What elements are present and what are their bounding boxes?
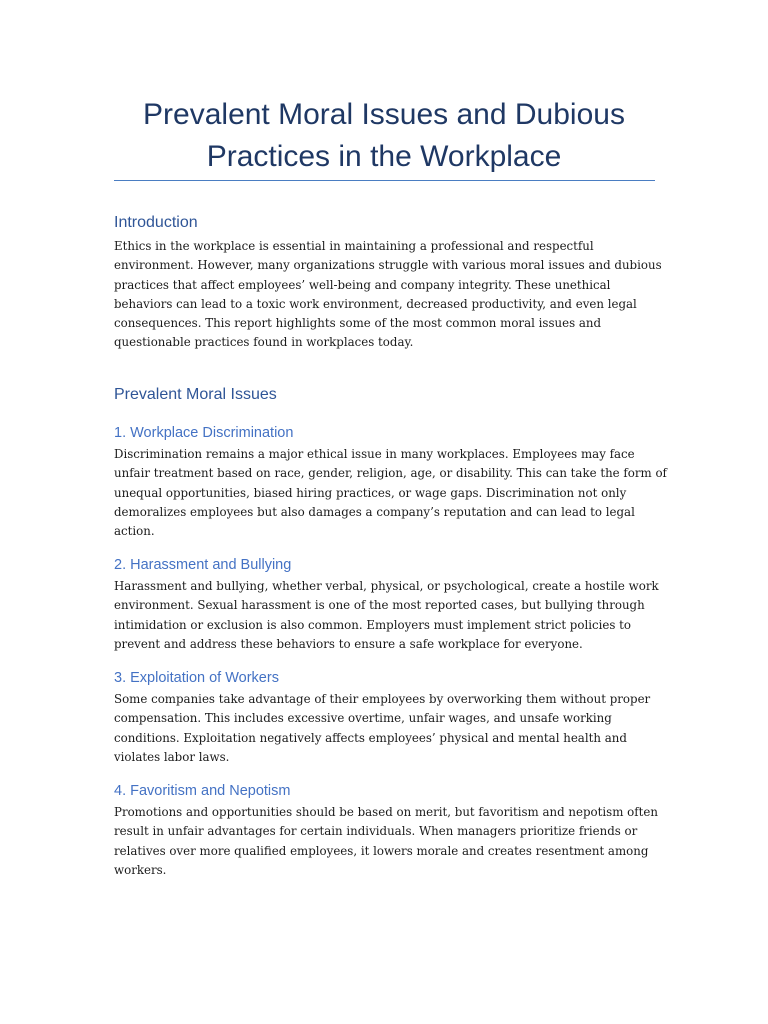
issue-4-heading: 4. Favoritism and Nepotism <box>114 783 291 799</box>
issue-line: compensation. This includes excessive overtime, unfair wages, and unsafe working <box>114 711 612 726</box>
issue-3-heading: 3. Exploitation of Workers <box>114 670 279 686</box>
issue-2-paragraph <box>114 577 659 654</box>
issue-line: result in unfair advantages for certain individuals. When managers prioritize friends or <box>114 824 638 839</box>
issue-line: prevent and address these behaviors to ensure a safe workplace for everyone. <box>114 636 583 651</box>
issue-1-paragraph <box>114 445 667 541</box>
issue-line: Promotions and opportunities should be based on merit, but favoritism and nepotism often <box>114 805 658 819</box>
introduction-body <box>114 237 662 353</box>
issue-line: relatives over more qualified employees, it lowers morale and creates resentment among <box>114 843 649 858</box>
issue-3-section <box>114 668 659 688</box>
intro-line: practices that affect employees’ well-being and company integrity. These unethical <box>114 277 611 292</box>
issue-1-body <box>114 445 667 541</box>
issue-2-section <box>114 555 659 575</box>
moral-issues-heading: Prevalent Moral Issues <box>114 386 277 403</box>
issue-4-body <box>114 803 659 880</box>
issue-line: conditions. Exploitation negatively affects employees’ physical and mental health and <box>114 730 627 745</box>
title-line-2: Practices in the Workplace <box>206 140 562 173</box>
issue-line: Harassment and bullying, whether verbal, physical, or psychological, create a hostile work <box>114 579 659 593</box>
intro-line: Ethics in the workplace is essential in maintaining a professional and respectful <box>114 239 594 253</box>
issue-2-body <box>114 577 659 654</box>
issue-1-heading: 1. Workplace Discrimination <box>114 425 294 441</box>
title-underline <box>114 180 655 181</box>
issue-line: Discrimination remains a major ethical issue in many workplaces. Employees may face <box>114 447 635 461</box>
issue-line: intimidation or exclusion is also common. Employers must implement strict policies to <box>114 617 632 632</box>
issue-line: violates labor laws. <box>114 749 230 764</box>
title-line-1: Prevalent Moral Issues and Dubious <box>143 98 625 131</box>
introduction-section <box>114 213 659 233</box>
issue-1-section <box>114 423 659 443</box>
introduction-heading: Introduction <box>114 214 198 231</box>
document-title <box>114 94 654 178</box>
issue-line: action. <box>114 524 155 539</box>
intro-line: behaviors can lead to a toxic work environment, decreased productivity, and even legal <box>114 296 637 311</box>
issue-line: workers. <box>114 862 167 877</box>
introduction-paragraph <box>114 237 662 353</box>
issue-3-body <box>114 690 659 767</box>
intro-line: consequences. This report highlights some of the most common moral issues and <box>114 316 602 331</box>
issue-line: unfair treatment based on race, gender, religion, age, or disability. This can take the form of <box>114 466 667 481</box>
issue-line: Some companies take advantage of their employees by overworking them without proper <box>114 692 651 706</box>
intro-line: questionable practices found in workplaces today. <box>114 335 414 350</box>
issue-line: unequal opportunities, biased hiring practices, or wage gaps. Discrimination not only <box>114 485 627 500</box>
issue-4-paragraph <box>114 803 659 880</box>
issue-3-paragraph <box>114 690 659 767</box>
issue-2-heading: 2. Harassment and Bullying <box>114 557 292 573</box>
issue-4-section <box>114 781 659 801</box>
moral-issues-section <box>114 385 659 405</box>
issue-line: demoralizes employees but also damages a company’s reputation and can lead to legal <box>114 504 635 519</box>
issue-line: environment. Sexual harassment is one of the most reported cases, but bullying through <box>114 598 645 613</box>
intro-line: environment. However, many organizations struggle with various moral issues and dubious <box>114 258 662 273</box>
